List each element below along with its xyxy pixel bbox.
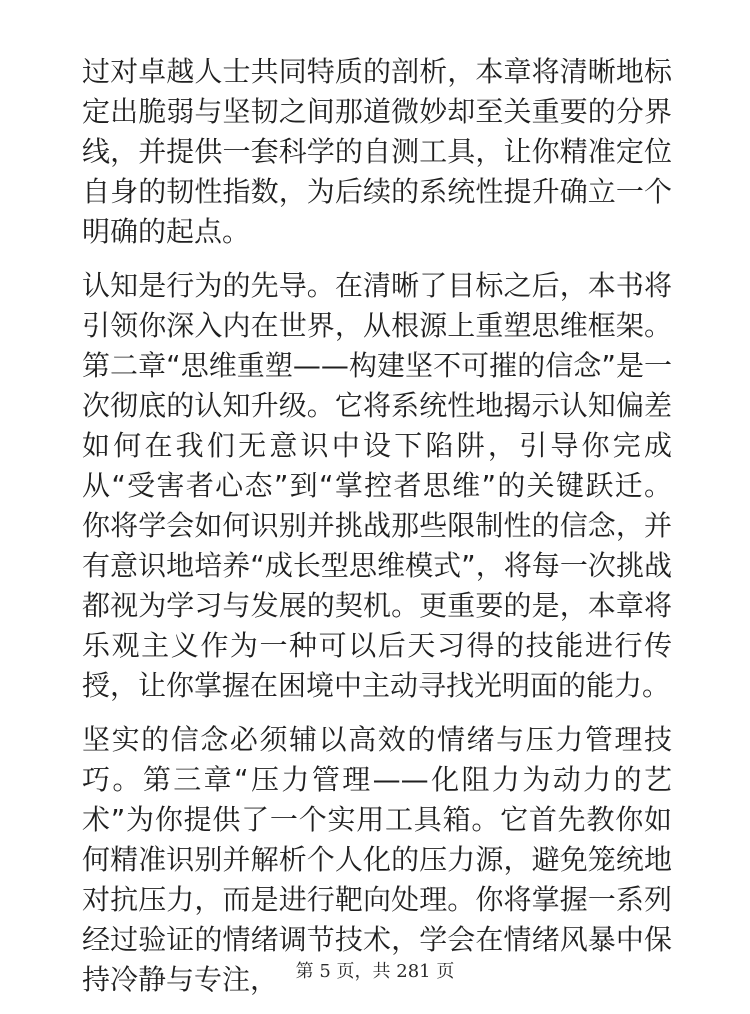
paragraph: 认知是行为的先导。在清晰了目标之后，本书将引领你深入内在世界，从根源上重塑思维框架。第二章“思维重塑——构建坚不可摧的信念”是一次彻底的认知升级。它将系统性地揭示认知偏差如何在我们无意识中设下陷阱，引导你完成从“受害者心态”到“掌控者思维”的关键跃迁。你将学会如何识别并挑战那些限制性的信念，并有意识地培养“成长型思维模式”，将每一次挑战都视为学习与发展的契机。更重要的是，本章将乐观主义作为一种可以后天习得的技能进行传授，让你掌握在困境中主动寻找光明面的能力。 — [82, 269, 672, 702]
paragraph: 坚实的信念必须辅以高效的情绪与压力管理技巧。第三章“压力管理——化阻力为动力的艺术”为你提供了一个实用工具箱。它首先教你如何精准识别并解析个人化的压力源，避免笼统地对抗压力，而是进行靶向处理。你将掌握一系列经过验证的情绪调节技术，学会在情绪风暴中保持冷静与专注， — [82, 723, 672, 996]
page-number-footer: 第 5 页，共 281 页 — [295, 961, 455, 982]
body-text — [82, 52, 672, 1014]
paragraph: 过对卓越人士共同特质的剖析，本章将清晰地标定出脆弱与坚韧之间那道微妙却至关重要的分界线，并提供一套科学的自测工具，让你精准定位自身的韧性指数，为后续的系统性提升确立一个明确的起点。 — [82, 55, 672, 248]
